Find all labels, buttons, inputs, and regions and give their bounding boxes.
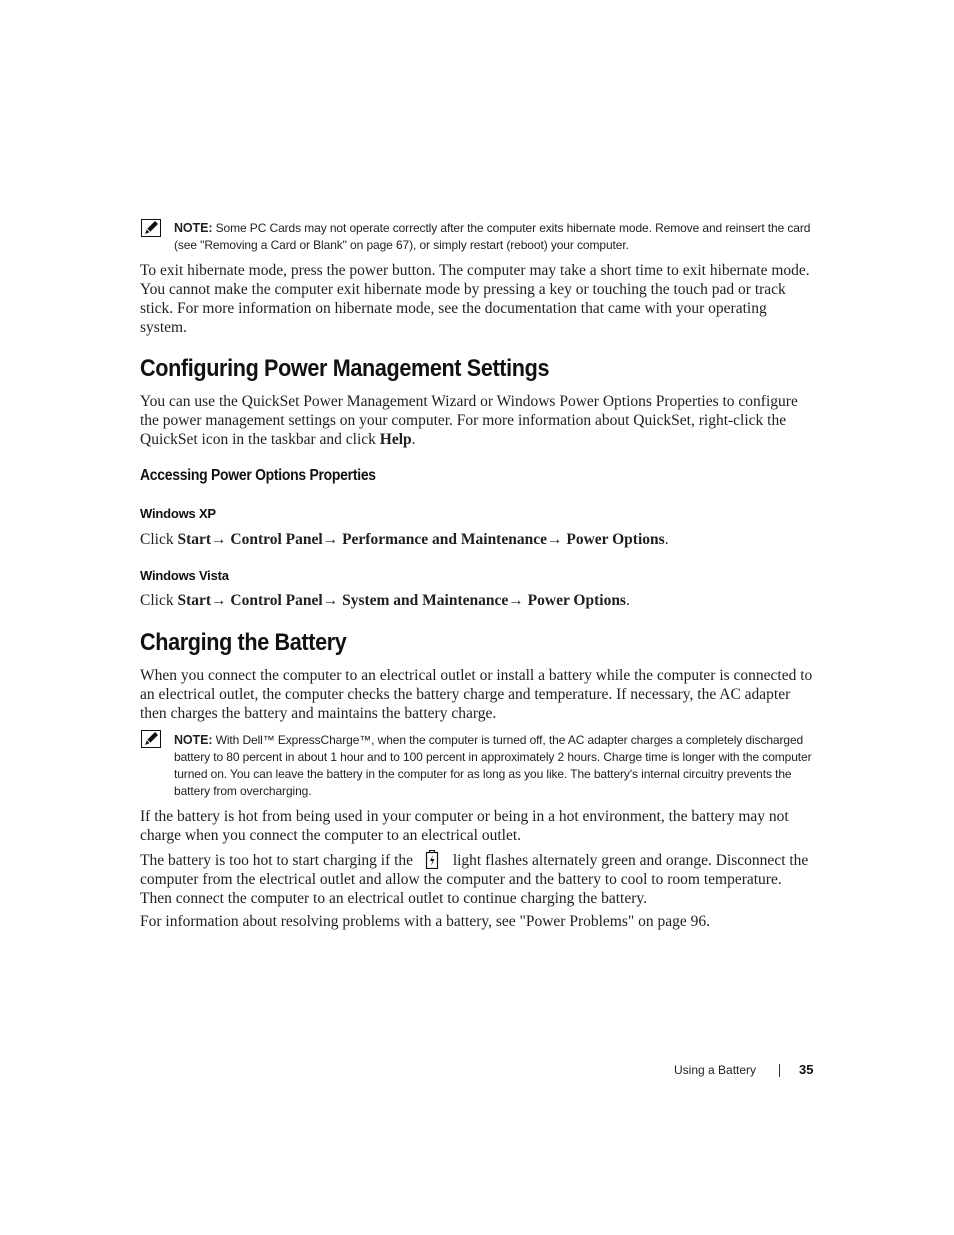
para3-before: The battery is too hot to start charging if the	[140, 852, 414, 869]
note-pencil-icon	[141, 219, 161, 237]
path-system-maintenance: System and Maintenance	[342, 592, 509, 609]
path-start: Start	[177, 531, 212, 548]
configuring-paragraph	[140, 392, 815, 449]
path-power-options: Power Options	[566, 531, 665, 548]
path-power-options: Power Options	[527, 592, 626, 609]
windows-xp-instructions	[140, 530, 669, 549]
click-text: Click	[140, 531, 178, 548]
battery-status-light-icon	[425, 850, 439, 869]
click-text: Click	[140, 592, 178, 609]
configuring-text: You can use the QuickSet Power Management Wizard or Windows Power Options Properties to configure the power management settings on your computer. For more information about QuickSet, right-click the QuickSet icon in the taskbar and click	[140, 393, 798, 448]
note-label: NOTE:	[174, 221, 213, 235]
note-pencil-icon	[141, 730, 161, 748]
arrow: →	[322, 592, 339, 609]
path-control-panel: Control Panel	[230, 531, 323, 548]
charging-paragraph-1: When you connect the computer to an electrical outlet or install a battery while the computer is connected to an electrical outlet, the computer checks the battery charge and temperature. If necessary, the AC adapter then charges the battery and maintains the battery charge.	[140, 667, 813, 722]
footer-separator	[779, 1064, 780, 1077]
note-text: With Dell™ ExpressCharge™, when the computer is turned off, the AC adapter charges a completely discharged battery to 80 percent in about 1 hour and to 100 percent in approximately 2 hours. Charge time is longer with the computer turned on. You can leave the battery in the computer for as long as you like. The battery's internal circuitry prevents the battery from overcharging.	[174, 733, 812, 798]
heading-charging-battery: Charging the Battery	[140, 629, 347, 656]
path-control-panel: Control Panel	[230, 592, 323, 609]
help-term: Help	[379, 431, 412, 448]
para3-after: light flashes alternately green and orange. Disconnect the computer from the electrical outlet and allow the computer and the battery to cool to room temperature. Then connect the computer to an electrical outlet to continue charging the battery.	[140, 852, 809, 907]
note-label: NOTE:	[174, 733, 213, 747]
windows-vista-instructions	[140, 591, 630, 610]
charging-paragraph-4: For information about resolving problems with a battery, see "Power Problems" on page 96.	[140, 913, 710, 930]
note-text: Some PC Cards may not operate correctly after the computer exits hibernate mode. Remove and reinsert the card (see "Removing a Card or Blank" on page 67), or simply restart (reboot) your computer.	[174, 221, 811, 252]
heading-windows-xp: Windows XP	[140, 506, 216, 521]
footer-section-title: Using a Battery	[674, 1063, 757, 1077]
path-start: Start	[177, 592, 212, 609]
page-number: 35	[799, 1062, 814, 1077]
end-period: .	[625, 592, 630, 609]
charging-paragraph-3	[140, 850, 815, 908]
heading-windows-vista: Windows Vista	[140, 568, 229, 583]
configuring-end: .	[411, 431, 416, 448]
arrow: →	[211, 531, 227, 548]
path-performance-maintenance: Performance and Maintenance	[342, 531, 547, 548]
arrow: →	[322, 531, 339, 548]
heading-accessing-power-options: Accessing Power Options Properties	[140, 467, 376, 484]
note-hibernate-pc-cards	[174, 220, 814, 254]
end-period: .	[664, 531, 669, 548]
heading-configuring-power-management: Configuring Power Management Settings	[140, 355, 550, 382]
note-expresscharge	[174, 732, 814, 800]
arrow: →	[508, 592, 524, 609]
charging-paragraph-2: If the battery is hot from being used in your computer or being in a hot environment, the battery may not charge when you connect the computer to an electrical outlet.	[140, 808, 789, 844]
arrow: →	[546, 531, 563, 548]
exit-hibernate-paragraph: To exit hibernate mode, press the power button. The computer may take a short time to exit hibernate mode. You cannot make the computer exit hibernate mode by pressing a key or touching the touch pad or track stick. For more information on hibernate mode, see the documentation that came with your operating system.	[140, 262, 810, 336]
arrow: →	[211, 592, 227, 609]
